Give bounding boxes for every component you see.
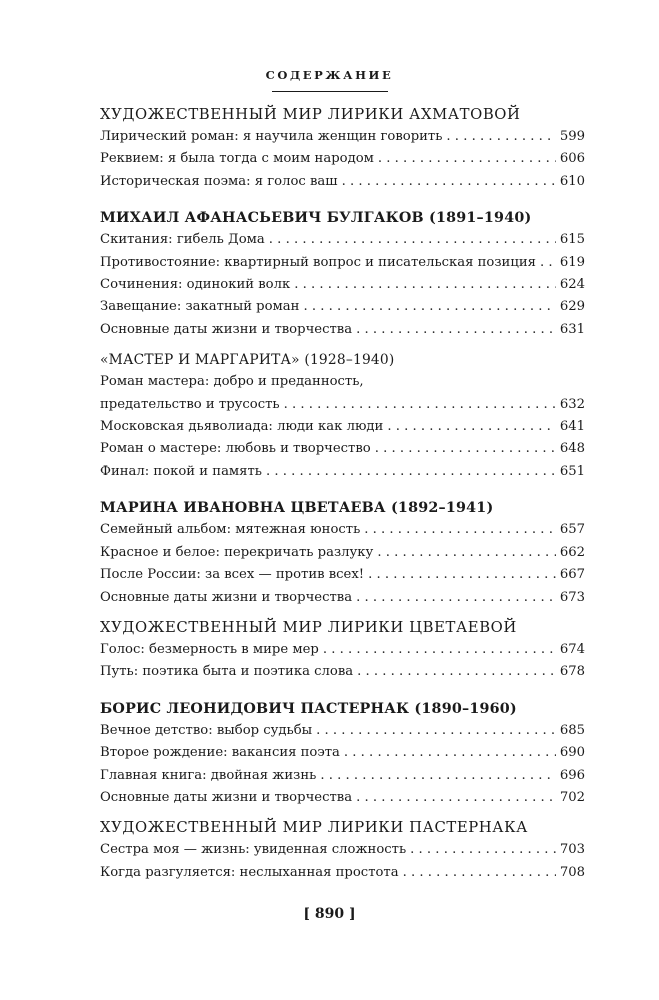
toc-entry-title: Финал: покой и память — [100, 463, 262, 479]
toc-entry-title: Основные даты жизни и творчества — [100, 321, 353, 337]
toc-entry[interactable] — [100, 839, 585, 861]
section-heading: БОРИС ЛЕОНИДОВИЧ ПАСТЕРНАК (1890–1960) — [100, 700, 517, 717]
table-of-contents — [100, 104, 585, 884]
toc-entry[interactable] — [100, 296, 585, 318]
toc-entry-page: 651 — [559, 463, 585, 479]
dot-leader — [323, 639, 556, 661]
dot-leader — [403, 862, 556, 884]
dot-leader — [342, 171, 556, 193]
toc-entry-page: 673 — [559, 589, 585, 605]
toc-entry[interactable] — [100, 787, 585, 809]
toc-entry-page: 610 — [559, 173, 585, 189]
dot-leader — [294, 274, 556, 296]
dot-leader — [344, 742, 556, 764]
dot-leader — [303, 296, 555, 318]
toc-entry-title: Голос: безмерность в мире мер — [100, 641, 319, 657]
toc-entry-page: 631 — [559, 321, 585, 337]
toc-entry-title: Вечное детство: выбор судьбы — [100, 722, 313, 738]
toc-entry-title: Главная книга: двойная жизнь — [100, 767, 317, 783]
dot-leader — [356, 587, 556, 609]
toc-entry[interactable] — [100, 661, 585, 683]
section-heading: ХУДОЖЕСТВЕННЫЙ МИР ЛИРИКИ АХМАТОВОЙ — [100, 106, 521, 123]
dot-leader — [375, 438, 556, 460]
toc-entry-title: Второе рождение: вакансия поэта — [100, 745, 340, 761]
toc-entry-page: 708 — [559, 864, 585, 880]
toc-entry[interactable] — [100, 639, 585, 661]
toc-entry-page: 648 — [559, 441, 585, 457]
toc-entry-title: Основные даты жизни и творчества — [100, 789, 353, 805]
dot-leader — [284, 394, 556, 416]
dot-leader — [446, 126, 555, 148]
toc-entry-title: предательство и трусость — [100, 396, 280, 412]
toc-entry-page: 632 — [559, 396, 585, 412]
toc-entry-title: Противостояние: квартирный вопрос и писательская позиция — [100, 254, 536, 270]
title-underline — [272, 91, 388, 92]
toc-entry[interactable] — [100, 720, 585, 742]
dot-leader — [378, 148, 556, 170]
toc-entry-page: 606 — [559, 151, 585, 167]
dot-leader — [410, 839, 556, 861]
toc-entry[interactable] — [100, 461, 585, 483]
toc-entry[interactable] — [100, 319, 585, 341]
toc-entry[interactable] — [100, 274, 585, 296]
dot-leader — [368, 564, 556, 586]
toc-entry-page: 703 — [559, 842, 585, 858]
toc-entry-title: Завещание: закатный роман — [100, 299, 300, 315]
toc-entry-page: 662 — [559, 544, 585, 560]
toc-entry[interactable] — [100, 126, 585, 148]
dot-leader — [316, 720, 556, 742]
dot-leader — [377, 542, 556, 564]
toc-entry-page: 678 — [559, 664, 585, 680]
toc-entry[interactable] — [100, 229, 585, 251]
toc-entry-page: 667 — [559, 567, 585, 583]
section-heading: МИХАИЛ АФАНАСЬЕВИЧ БУЛГАКОВ (1891–1940) — [100, 210, 532, 227]
page-header — [0, 64, 659, 92]
section-heading: МАРИНА ИВАНОВНА ЦВЕТАЕВА (1892–1941) — [100, 500, 494, 517]
dot-leader — [269, 229, 556, 251]
toc-entry[interactable] — [100, 564, 585, 586]
toc-entry-page: 657 — [559, 522, 585, 538]
toc-entry[interactable] — [100, 765, 585, 787]
toc-entry-page: 619 — [559, 254, 585, 270]
toc-entry[interactable] — [100, 252, 585, 274]
dot-leader — [266, 461, 556, 483]
dot-leader — [320, 765, 556, 787]
dot-leader — [356, 787, 556, 809]
toc-entry-title: Красное и белое: перекричать разлуку — [100, 544, 374, 560]
dot-leader — [387, 416, 555, 438]
dot-leader — [357, 661, 556, 683]
toc-entry-page: 599 — [559, 129, 585, 144]
section-heading: ХУДОЖЕСТВЕННЫЙ МИР ЛИРИКИ ПАСТЕРНАКА — [100, 819, 528, 837]
toc-entry[interactable] — [100, 148, 585, 170]
toc-entry-title: Когда разгуляется: неслыханная простота — [100, 864, 399, 880]
toc-entry[interactable] — [100, 171, 585, 193]
toc-entry[interactable] — [100, 742, 585, 764]
toc-entry-title-line1: Роман мастера: добро и преданность, — [100, 374, 364, 390]
toc-entry-title: Сестра моя — жизнь: увиденная сложность — [100, 842, 407, 858]
toc-entry-title: Скитания: гибель Дома — [100, 232, 265, 248]
dot-leader — [364, 519, 556, 541]
toc-entry-page: 702 — [559, 789, 585, 805]
toc-entry[interactable] — [100, 519, 585, 541]
toc-entry-page: 615 — [559, 232, 585, 248]
section-heading: ХУДОЖЕСТВЕННЫЙ МИР ЛИРИКИ ЦВЕТАЕВОЙ — [100, 618, 517, 636]
toc-entry-page: 629 — [559, 299, 585, 315]
toc-entry-page: 696 — [559, 767, 585, 783]
toc-entry[interactable] — [100, 371, 585, 416]
toc-entry-page: 685 — [559, 722, 585, 738]
toc-entry[interactable] — [100, 438, 585, 460]
toc-entry-title: Семейный альбом: мятежная юность — [100, 522, 361, 538]
dot-leader — [356, 319, 556, 341]
toc-entry-title: Московская дьяволиада: люди как люди — [100, 419, 384, 435]
page-title: СОДЕРЖАНИЕ — [265, 68, 394, 82]
toc-entry-title: Историческая поэма: я голос ваш — [100, 173, 338, 189]
toc-entry-title: Роман о мастере: любовь и творчество — [100, 441, 371, 457]
toc-entry[interactable] — [100, 416, 585, 438]
toc-entry-title: Путь: поэтика быта и поэтика слова — [100, 664, 354, 680]
page-number: [ 890 ] — [303, 906, 356, 922]
toc-entry-title: После России: за всех — против всех! — [100, 567, 365, 583]
toc-entry[interactable] — [100, 542, 585, 564]
toc-entry-title: Реквием: я была тогда с моим народом — [100, 151, 374, 167]
toc-entry[interactable] — [100, 862, 585, 884]
section-heading: «МАСТЕР И МАРГАРИТА» (1928–1940) — [100, 352, 395, 369]
toc-entry-page: 641 — [559, 419, 585, 435]
toc-entry[interactable] — [100, 587, 585, 609]
toc-entry-page: 690 — [559, 745, 585, 761]
toc-entry-title: Сочинения: одинокий волк — [100, 277, 291, 293]
toc-entry-page: 674 — [559, 641, 585, 657]
toc-entry-page: 624 — [559, 277, 585, 293]
toc-entry-title: Основные даты жизни и творчества — [100, 589, 353, 605]
dot-leader — [540, 252, 556, 274]
toc-entry-title: Лирический роман: я научила женщин говорить — [100, 129, 443, 144]
